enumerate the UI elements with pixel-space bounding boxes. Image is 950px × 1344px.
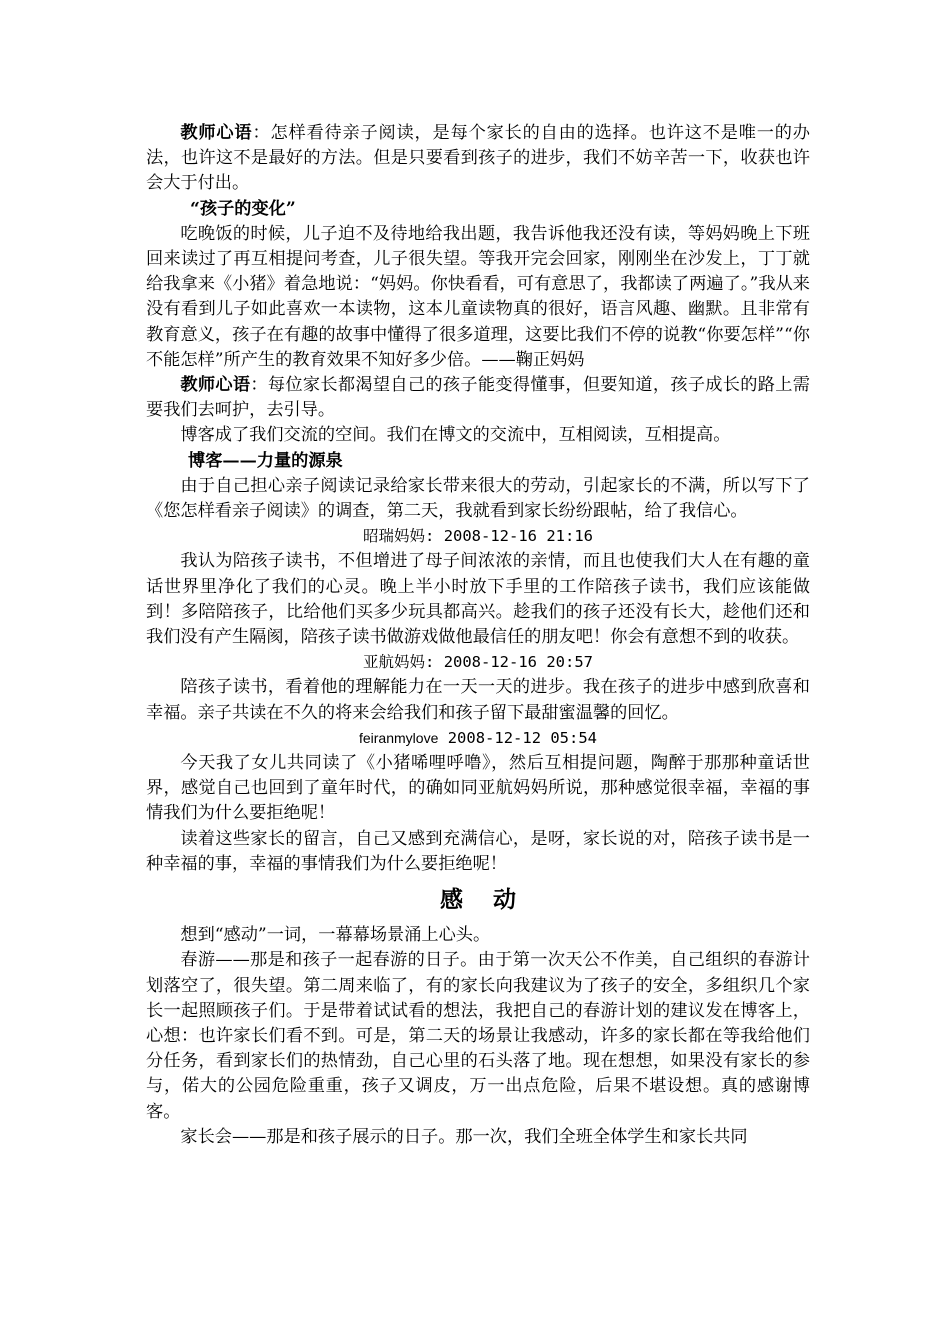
section-heading-blog: 博客——力量的源泉 (188, 450, 343, 471)
spring-outing-paragraph: 春游——那是和孩子一起春游的日子。由于第一次天公不作美，自己组织的春游计划落空了，很失望。第二周来临了，有的家长向我建议为了孩子的安全，多组织几个家长一起照顾孩子们。于是带着试试看的想法，我把自己的春游计划的建议发在博客上，心想：也许家长们看不到。可是，第二天的场景让我感动，许多的家长都在等我给他们分任务，看到家长们的热情劲，自己心里的石头落了地。现在想想，如果没有家长的参与，偌大的公园危险重重，孩子又调皮，万一出点危险，后果不堪设想。真的感谢博客。 (146, 950, 810, 1122)
comment-header-2 (146, 650, 810, 675)
comment-author: 昭瑞妈妈: (363, 527, 435, 546)
teacher-note-2 (146, 373, 810, 423)
section-heading-child-change: “孩子的变化” (190, 198, 296, 219)
comment-body-2: 陪孩子读书，看着他的理解能力在一天一天的进步。我在孩子的进步中感到欣喜和幸福。亲子共读在不久的将来会给我们和孩子留下最甜蜜温馨的回忆。 (146, 677, 810, 723)
teacher-note-text: ：每位家长都渴望自己的孩子能变得懂事，但要知道，孩子成长的路上需要我们去呵护，去引导。 (146, 375, 810, 421)
comment-timestamp: 2008-12-16 20:57 (443, 653, 593, 672)
comment-header-1 (146, 524, 810, 549)
comment-timestamp: 2008-12-16 21:16 (443, 527, 593, 546)
comment-author: 亚航妈妈: (363, 653, 435, 672)
teacher-note-1 (146, 121, 810, 197)
touched-intro-paragraph: 想到“感动”一词，一幕幕场景涌上心头。 (180, 925, 491, 946)
comment-author: feiranmylove (358, 729, 439, 746)
parent-meeting-paragraph: 家长会——那是和孩子展示的日子。那一次，我们全班全体学生和家长共同 (180, 1126, 748, 1147)
comment-body-3: 今天我了女儿共同读了《小猪唏哩呼噜》，然后互相提问题，陶醉于那那种童话世界，感觉自己也回到了童年时代，的确如同亚航妈妈所说，那种感觉很幸福，幸福的事情我们为什么要拒绝呢！ (146, 753, 810, 824)
reflection-paragraph: 读着这些家长的留言，自己又感到充满信心，是呀，家长说的对，陪孩子读书是一种幸福的事，幸福的事情我们为什么要拒绝呢！ (146, 828, 810, 874)
teacher-note-label: 教师心语 (180, 375, 251, 396)
document-page (146, 121, 810, 1150)
parent-story-paragraph: 吃晚饭的时候，儿子迫不及待地给我出题，我告诉他我还没有读，等妈妈晚上下班回来读过了再互相提问考查，儿子很失望。等我开完会回家，刚刚坐在沙发上，丁丁就给我拿来《小猪》着急地说：“妈妈。你快看看，可有意思了，我都读了两遍了。”我从来没有看到儿子如此喜欢一本读物，这本儿童读物真的很好，语言风趣、幽默。且非常有教育意义，孩子在有趣的故事中懂得了很多道理，这要比我们不停的说教“你要怎样”“你不能怎样”所产生的教育效果不知好多少倍。——鞠正妈妈 (146, 223, 810, 370)
survey-paragraph: 由于自己担心亲子阅读记录给家长带来很大的劳动，引起家长的不满，所以写下了《您怎样看亲子阅读》的调查，第二天，我就看到家长纷纷跟帖，给了我信心。 (146, 475, 810, 522)
comment-timestamp: 2008-12-12 05:54 (447, 728, 598, 747)
section-title-touched: 感动 (440, 887, 546, 914)
teacher-note-text: ：怎样看待亲子阅读，是每个家长的自由的选择。也许这不是唯一的办法，也许这不是最好的方法。但是只要看到孩子的进步，我们不妨辛苦一下，收获也许会大于付出。 (146, 123, 810, 194)
comment-body-1: 我认为陪孩子读书，不但增进了母子间浓浓的亲情，而且也使我们大人在有趣的童话世界里净化了我们的心灵。晚上半小时放下手里的工作陪孩子读书，我们应该能做到！多陪陪孩子，比给他们买多少玩具都高兴。趁我们的孩子还没有长大，趁他们还和我们没有产生隔阂，陪孩子读书做游戏做他最信任的朋友吧！你会有意想不到的收获。 (146, 551, 810, 648)
comment-header-3 (146, 726, 810, 751)
blog-intro-paragraph: 博客成了我们交流的空间。我们在博文的交流中，互相阅读，互相提高。 (180, 425, 731, 446)
teacher-note-label: 教师心语 (180, 123, 253, 143)
